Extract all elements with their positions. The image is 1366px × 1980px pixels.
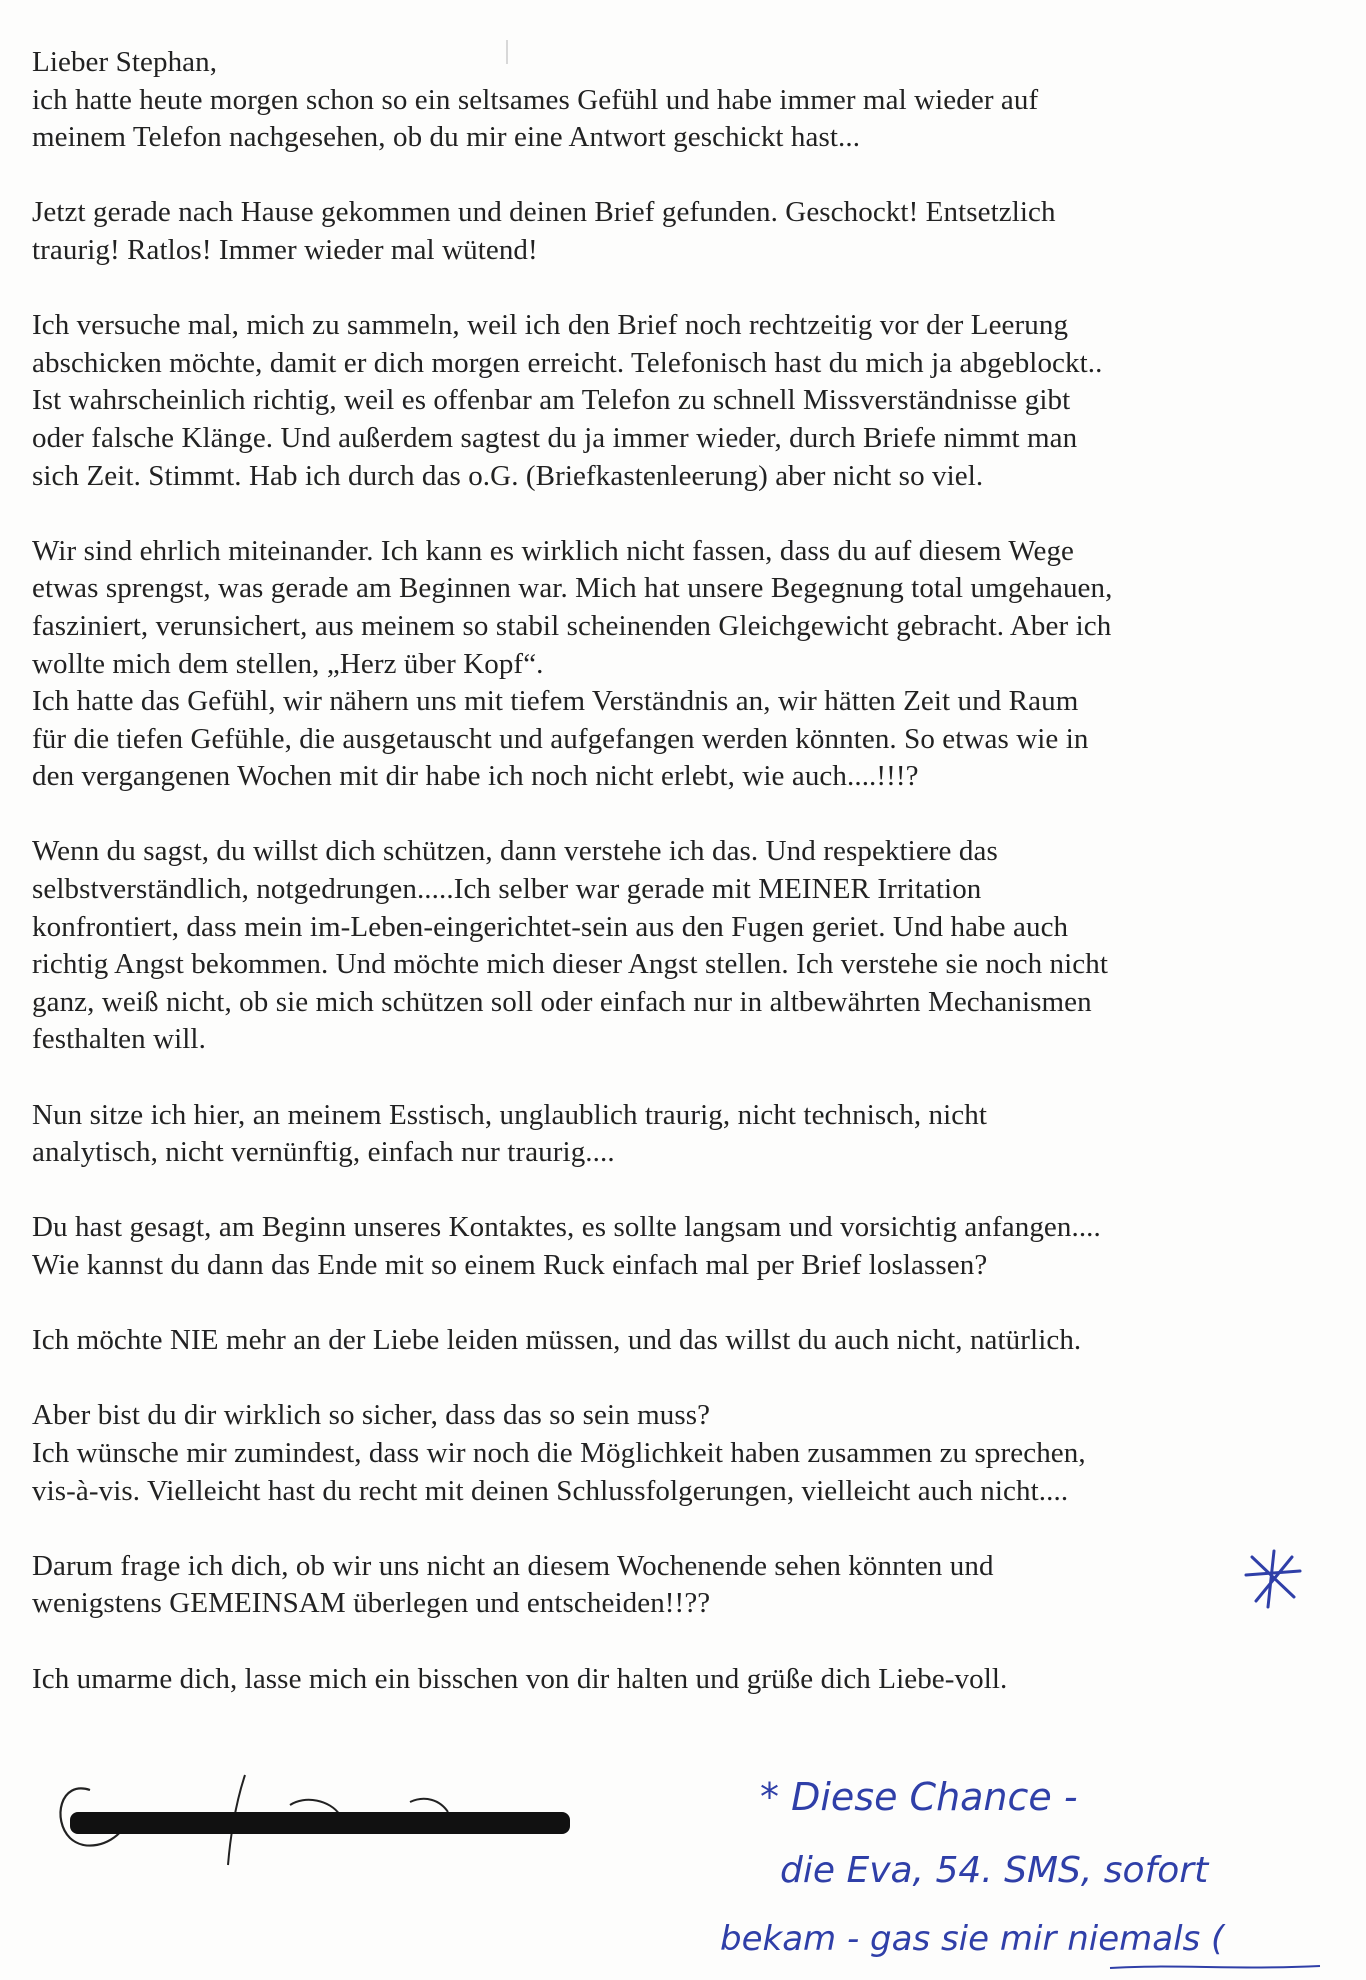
letter-paragraph — [32, 833, 1322, 1059]
letter-line: Wenn du sagst, du willst dich schützen, dann verstehe ich das. Und respektiere das — [32, 835, 998, 868]
letter-line: meinem Telefon nachgesehen, ob du mir eine Antwort geschickt hast... — [32, 121, 861, 154]
letter-line: sich Zeit. Stimmt. Hab ich durch das o.G. (Briefkastenleerung) aber nicht so viel. — [32, 459, 984, 492]
letter-line: Ich möchte NIE mehr an der Liebe leiden müssen, und das willst du auch nicht, natürlich. — [32, 1324, 1082, 1357]
letter-paragraph — [32, 1397, 1322, 1510]
letter-line: traurig! Ratlos! Immer wieder mal wütend! — [32, 233, 538, 266]
letter-paragraph — [32, 533, 1322, 796]
note-line-2: die Eva, 54. SMS, sofort — [780, 1850, 1209, 1891]
letter-line: Nun sitze ich hier, an meinem Esstisch, unglaublich traurig, nicht technisch, nicht — [32, 1098, 988, 1131]
letter-line: Ist wahrscheinlich richtig, weil es offenbar am Telefon zu schnell Missverständnisse gibt — [32, 384, 1071, 417]
asterisk-mark-icon — [1238, 1545, 1308, 1615]
letter-line: Ich versuche mal, mich zu sammeln, weil ich den Brief noch rechtzeitig vor der Leerung — [32, 309, 1069, 342]
letter-paragraphs — [32, 82, 1322, 1699]
redacted-signature — [30, 1760, 590, 1870]
letter-line: Du hast gesagt, am Beginn unseres Kontaktes, es sollte langsam und vorsichtig anfangen.... — [32, 1211, 1101, 1244]
note-line-3: bekam - gas sie mir niemals ( — [720, 1919, 1225, 1959]
letter-line: oder falsche Klänge. Und außerdem sagtest du ja immer wieder, durch Briefe nimmt man — [32, 421, 1078, 454]
letter-line: analytisch, nicht vernünftig, einfach nur traurig.... — [32, 1136, 615, 1169]
letter-line: wenigstens GEMEINSAM überlegen und entscheiden!!?? — [32, 1587, 711, 1620]
letter-line: richtig Angst bekommen. Und möchte mich dieser Angst stellen. Ich verstehe sie noch nicht — [32, 948, 1109, 981]
letter-line: für die tiefen Gefühle, die ausgetauscht und aufgefangen werden könnten. So etwas wie in — [32, 722, 1089, 755]
letter-line: ganz, weiß nicht, ob sie mich schützen soll oder einfach nur in altbewährten Mechanismen — [32, 985, 1092, 1018]
letter-paragraph — [32, 1548, 1322, 1623]
letter-greeting: Lieber Stephan, — [32, 46, 218, 78]
letter-line: Ich umarme dich, lasse mich ein bisschen von dir halten und grüße dich Liebe-voll. — [32, 1662, 1008, 1695]
letter-line: Darum frage ich dich, ob wir uns nicht an diesem Wochenende sehen könnten und — [32, 1549, 994, 1582]
letter-paragraph — [32, 307, 1322, 495]
letter-line: festhalten will. — [32, 1023, 206, 1056]
letter-line: Jetzt gerade nach Hause gekommen und deinen Brief gefunden. Geschockt! Entsetzlich — [32, 196, 1056, 229]
letter-line: abschicken möchte, damit er dich morgen erreicht. Telefonisch hast du mich ja abgeblockt.. — [32, 346, 1103, 379]
letter-line: den vergangenen Wochen mit dir habe ich noch nicht erlebt, wie auch....!!!? — [32, 760, 919, 793]
letter-paragraph — [32, 194, 1322, 269]
letter-paragraph — [32, 1209, 1322, 1284]
letter-line: Wie kannst du dann das Ende mit so einem Ruck einfach mal per Brief loslassen? — [32, 1249, 988, 1281]
letter-line: Ich hatte das Gefühl, wir nähern uns mit tiefem Verständnis an, wir hätten Zeit und Raum — [32, 685, 1079, 718]
letter-body — [32, 44, 1322, 1736]
letter-paragraph — [32, 1661, 1322, 1699]
letter-line: fasziniert, verunsichert, aus meinem so stabil scheinenden Gleichgewicht gebracht. Aber ich — [32, 609, 1112, 642]
letter-paragraph — [32, 82, 1322, 157]
letter-line: vis-à-vis. Vielleicht hast du recht mit deinen Schlussfolgerungen, vielleicht auch nicht.... — [32, 1474, 1069, 1507]
letter-line: wollte mich dem stellen, „Herz über Kopf“. — [32, 647, 544, 680]
letter-line: Wir sind ehrlich miteinander. Ich kann es wirklich nicht fassen, dass du auf diesem Wege — [32, 534, 1075, 567]
handwritten-note — [720, 1770, 1360, 1980]
signature-redaction-bar — [70, 1812, 570, 1834]
letter-paragraph — [32, 1322, 1322, 1360]
letter-line: ich hatte heute morgen schon so ein seltsames Gefühl und habe immer mal wieder auf — [32, 83, 1039, 116]
letter-paragraph — [32, 1097, 1322, 1172]
note-line-1: * Diese Chance - — [760, 1775, 1078, 1819]
letter-line: etwas sprengst, was gerade am Beginnen war. Mich hat unsere Begegnung total umgehauen, — [32, 572, 1113, 605]
letter-line: Ich wünsche mir zumindest, dass wir noch die Möglichkeit haben zusammen zu sprechen, — [32, 1436, 1086, 1469]
letter-line: selbstverständlich, notgedrungen.....Ich selber war gerade mit MEINER Irritation — [32, 873, 982, 906]
letter-line: Aber bist du dir wirklich so sicher, dass das so sein muss? — [32, 1399, 711, 1432]
letter-line: konfrontiert, dass mein im-Leben-eingerichtet-sein aus den Fugen geriet. Und habe auch — [32, 910, 1069, 943]
